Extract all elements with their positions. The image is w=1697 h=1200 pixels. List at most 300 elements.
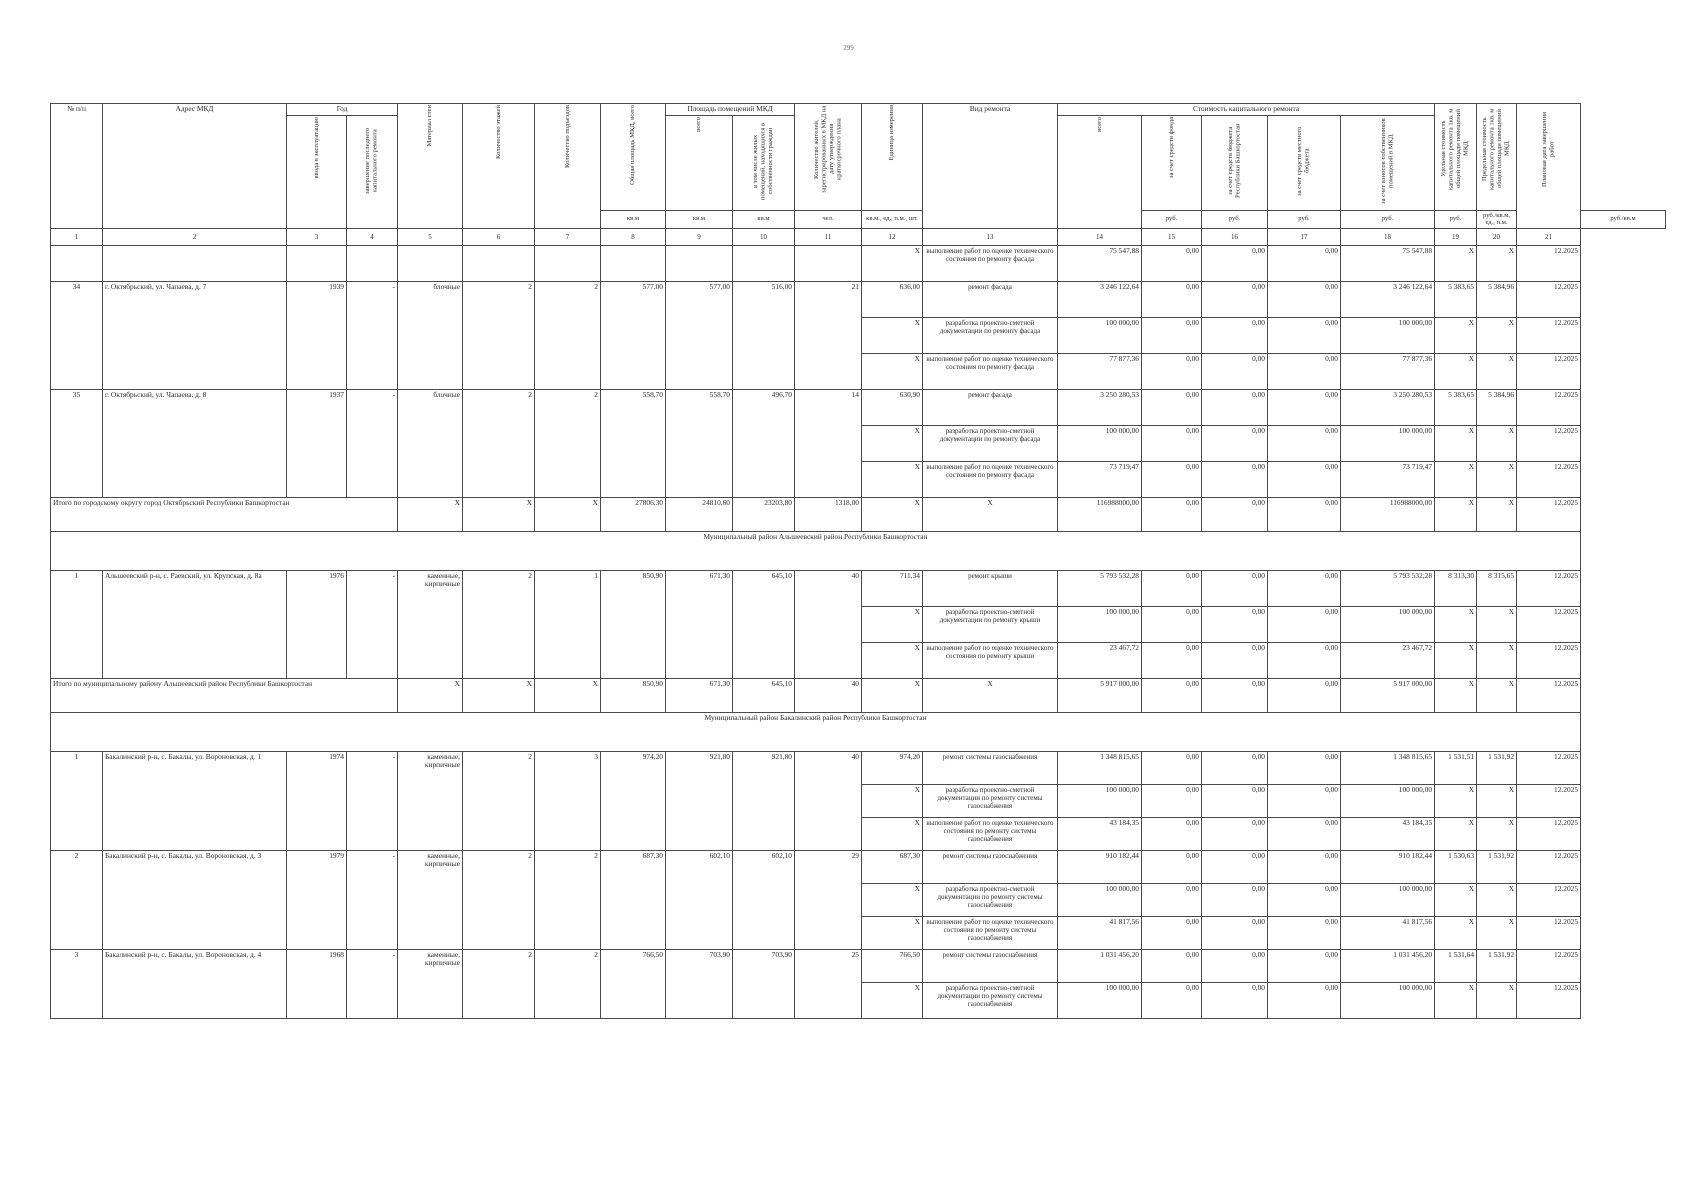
unit-cost: 8 313,30 [1435, 570, 1477, 606]
repair-type: выполнение работ по оценке технического состояния по ремонту системы газоснабжения [923, 916, 1058, 949]
year-commission: 1937 [287, 389, 347, 497]
cost-owners: 41 817,56 [1341, 916, 1435, 949]
unit-people: чел. [795, 210, 862, 228]
unit-cost: X [1435, 642, 1477, 678]
cost-republic: 0,00 [1202, 678, 1268, 712]
max-cost: X [1477, 461, 1517, 497]
cost-republic: 0,00 [1202, 389, 1268, 425]
floors: 2 [463, 389, 535, 497]
area-residential: 645,10 [733, 570, 795, 678]
cost-total: 41 817,56 [1058, 916, 1142, 949]
x-mark: X [862, 982, 923, 1018]
cost-republic: 0,00 [1202, 642, 1268, 678]
col-no: 14 [1058, 228, 1142, 245]
cost-local: 0,00 [1268, 353, 1341, 389]
total-area: 850,90 [601, 570, 666, 678]
wall-material: каменные, кирпичные [398, 850, 463, 949]
quantity: 766,50 [862, 949, 923, 982]
row-num: 1 [51, 751, 103, 850]
repair-type: выполнение работ по оценке технического состояния по ремонту фасада [923, 461, 1058, 497]
floors: 2 [463, 949, 535, 1018]
cost-fund: 0,00 [1142, 353, 1202, 389]
row-num: 1 [51, 570, 103, 678]
wall-material: блочные [398, 281, 463, 389]
max-cost: X [1477, 817, 1517, 850]
total-label: Итого по муниципальному району Альшеевский район Республики Башкортостан [51, 678, 398, 712]
max-cost: X [1477, 784, 1517, 817]
cost-total: 43 184,35 [1058, 817, 1142, 850]
unit-cost-unit: руб./кв.м, ед., п.м. [1477, 210, 1517, 228]
planned-date: 12.2025 [1517, 570, 1581, 606]
col-src-republic-header: за счет средств бюджета Республики Башкортостан [1202, 115, 1268, 210]
cost-owners: 43 184,35 [1341, 817, 1435, 850]
year-commission: 1976 [287, 570, 347, 678]
cost-total: 3 250 280,53 [1058, 389, 1142, 425]
col-no: 16 [1202, 228, 1268, 245]
cost-owners: 100 000,00 [1341, 784, 1435, 817]
cost-republic: 0,00 [1202, 570, 1268, 606]
planned-date: 12.2025 [1517, 817, 1581, 850]
col-src-fund-header: за счет средств фонда [1142, 115, 1202, 210]
cost-fund: 0,00 [1142, 916, 1202, 949]
cost-fund: 0,00 [1142, 245, 1202, 281]
year-last-repair: - [347, 949, 398, 1018]
col-residents-header: Количество жителей, зарегистрированных в МКД на дату утверждения краткосрочного плана [795, 104, 862, 211]
col-no: 13 [923, 228, 1058, 245]
cost-fund: 0,00 [1142, 497, 1202, 531]
entrances: 2 [535, 281, 601, 389]
col-no: 10 [733, 228, 795, 245]
planned-date: 12.2025 [1517, 461, 1581, 497]
planned-date: 12.2025 [1517, 784, 1581, 817]
cost-local: 0,00 [1268, 642, 1341, 678]
cost-local: 0,00 [1268, 461, 1341, 497]
cost-fund: 0,00 [1142, 817, 1202, 850]
cost-republic: 0,00 [1202, 949, 1268, 982]
col-material-header: Материал стен [398, 104, 463, 229]
cost-republic: 0,00 [1202, 497, 1268, 531]
cost-owners: 1 348 815,65 [1341, 751, 1435, 784]
capital-repair-table [50, 103, 1666, 1019]
x-mark: X [398, 678, 463, 712]
floors: 2 [463, 570, 535, 678]
cost-fund: 0,00 [1142, 678, 1202, 712]
table-row [51, 949, 1666, 982]
cost-local: 0,00 [1268, 245, 1341, 281]
unit-cost: X [1435, 784, 1477, 817]
repair-type: выполнение работ по оценке технического состояния по ремонту фасада [923, 353, 1058, 389]
cost-fund: 0,00 [1142, 784, 1202, 817]
cost-total: 77 877,36 [1058, 353, 1142, 389]
max-cost: 8 315,65 [1477, 570, 1517, 606]
table-row [51, 281, 1666, 317]
max-cost: X [1477, 353, 1517, 389]
col-year-last-repair-header: завершение последнего капитального ремонта [347, 115, 398, 228]
cost-total: 100 000,00 [1058, 317, 1142, 353]
page-number: 299 [843, 44, 854, 52]
col-src-local-header: за счет средств местного бюджета [1268, 115, 1341, 210]
table-row [51, 570, 1666, 606]
unit-cost: X [1435, 678, 1477, 712]
col-cost-total-header: всего [1058, 115, 1142, 228]
area-residential: 921,80 [733, 751, 795, 850]
col-address-header: Адрес МКД [103, 104, 287, 229]
repair-type: выполнение работ по оценке технического состояния по ремонту крыши [923, 642, 1058, 678]
row-num: 34 [51, 281, 103, 389]
unit-sqm-total: кв.м [601, 210, 666, 228]
col-area-group: Площадь помещений МКД [666, 104, 795, 116]
total-area: 974,20 [601, 751, 666, 850]
wall-material: каменные, кирпичные [398, 751, 463, 850]
cost-total: 73 719,47 [1058, 461, 1142, 497]
cost-local: 0,00 [1268, 497, 1341, 531]
year-commission: 1968 [287, 949, 347, 1018]
unit-cost: 1 531,64 [1435, 949, 1477, 982]
cost-local: 0,00 [1268, 678, 1341, 712]
cost-fund: 0,00 [1142, 751, 1202, 784]
cost-owners: 100 000,00 [1341, 883, 1435, 916]
unit-cost: 1 530,63 [1435, 850, 1477, 883]
planned-date: 12.2025 [1517, 425, 1581, 461]
address: Бакалинский р-н, с. Бакалы, ул. Вороновская, д. 4 [103, 949, 287, 1018]
cost-total: 75 547,88 [1058, 245, 1142, 281]
entrances: 1 [535, 570, 601, 678]
total-row [51, 497, 1666, 531]
total-area: 766,50 [601, 949, 666, 1018]
cost-republic: 0,00 [1202, 883, 1268, 916]
col-area-residential-header: в том числе жилых помещений, находящихся в собственности граждан [733, 115, 795, 210]
x-mark: X [862, 883, 923, 916]
col-date-header: Плановая дата завершения работ [1517, 104, 1581, 229]
repair-type: ремонт фасада [923, 281, 1058, 317]
quantity: 687,30 [862, 850, 923, 883]
row-num: 2 [51, 850, 103, 949]
area-residential: 602,10 [733, 850, 795, 949]
col-entrances-header: Количество подъездов [535, 104, 601, 229]
cost-local: 0,00 [1268, 751, 1341, 784]
quantity: 636,00 [862, 281, 923, 317]
cost-owners: 3 246 122,64 [1341, 281, 1435, 317]
cost-republic: 0,00 [1202, 461, 1268, 497]
table-row [51, 751, 1666, 784]
col-no: 1 [51, 228, 103, 245]
cost-fund: 0,00 [1142, 389, 1202, 425]
municipality-row [51, 712, 1666, 751]
year-last-repair: - [347, 389, 398, 497]
repair-type: разработка проектно-сметной документации по ремонту крыши [923, 606, 1058, 642]
x-mark: X [862, 461, 923, 497]
x-mark: X [862, 678, 923, 712]
cost-owners: 100 000,00 [1341, 606, 1435, 642]
table-row [51, 389, 1666, 425]
year-commission: 1979 [287, 850, 347, 949]
col-repair-type-header: Вид ремонта [923, 104, 1058, 229]
address: Бакалинский р-н, с. Бакалы, ул. Вороновская, д. 1 [103, 751, 287, 850]
planned-date: 12.2025 [1517, 606, 1581, 642]
x-mark: X [535, 497, 601, 531]
cost-local: 0,00 [1268, 425, 1341, 461]
col-area-total-header: всего [666, 115, 733, 210]
area-all: 558,70 [666, 389, 733, 497]
x-mark: X [862, 784, 923, 817]
floors: 2 [463, 281, 535, 389]
max-cost: X [1477, 982, 1517, 1018]
year-commission: 1939 [287, 281, 347, 389]
cost-local: 0,00 [1268, 281, 1341, 317]
repair-type: ремонт системы газоснабжения [923, 850, 1058, 883]
planned-date: 12.2025 [1517, 389, 1581, 425]
entrances: 2 [535, 949, 601, 1018]
repair-type: ремонт крыши [923, 570, 1058, 606]
total-area: 850,90 [601, 678, 666, 712]
x-mark: X [862, 497, 923, 531]
cost-local: 0,00 [1268, 817, 1341, 850]
max-cost: 5 384,96 [1477, 281, 1517, 317]
max-cost: 1 531,92 [1477, 949, 1517, 982]
row-num: 35 [51, 389, 103, 497]
x-mark: X [398, 497, 463, 531]
cost-owners: 100 000,00 [1341, 982, 1435, 1018]
quantity: 974,20 [862, 751, 923, 784]
cost-total: 5 793 532,28 [1058, 570, 1142, 606]
area-residential: 703,90 [733, 949, 795, 1018]
x-mark: X [862, 353, 923, 389]
repair-type: выполнение работ по оценке технического состояния по ремонту системы газоснабжения [923, 817, 1058, 850]
area-residential: 645,10 [733, 678, 795, 712]
unit-cost: X [1435, 497, 1477, 531]
col-max-cost-header: Предельная стоимость капитального ремонта 1кв. м общей площади помещений МКД [1477, 104, 1517, 211]
cost-total: 5 917 000,00 [1058, 678, 1142, 712]
col-no: 11 [795, 228, 862, 245]
cost-fund: 0,00 [1142, 642, 1202, 678]
cost-local: 0,00 [1268, 916, 1341, 949]
repair-type: разработка проектно-сметной документации по ремонту системы газоснабжения [923, 883, 1058, 916]
repair-type: разработка проектно-сметной документации по ремонту фасада [923, 425, 1058, 461]
col-no: 4 [347, 228, 398, 245]
unit-rub-loc: руб. [1268, 210, 1341, 228]
cost-owners: 23 467,72 [1341, 642, 1435, 678]
col-no: 15 [1142, 228, 1202, 245]
area-all: 671,30 [666, 678, 733, 712]
unit-rub-total: руб. [1435, 210, 1477, 228]
total-label: Итого по городскому округу город Октябрьский Республики Башкортостан [51, 497, 398, 531]
total-area: 27806,30 [601, 497, 666, 531]
area-all: 24810,60 [666, 497, 733, 531]
cost-local: 0,00 [1268, 570, 1341, 606]
planned-date: 12.2025 [1517, 982, 1581, 1018]
unit-sqm-all: кв.м [666, 210, 733, 228]
cost-total: 1 348 815,65 [1058, 751, 1142, 784]
col-total-area-header: Общая площадь МКД, всего [601, 104, 666, 211]
cost-local: 0,00 [1268, 317, 1341, 353]
col-no: 21 [1517, 228, 1581, 245]
repair-type: разработка проектно-сметной документации по ремонту фасада [923, 317, 1058, 353]
wall-material: блочные [398, 389, 463, 497]
max-cost: X [1477, 425, 1517, 461]
year-commission: 1974 [287, 751, 347, 850]
area-all: 921,80 [666, 751, 733, 850]
cost-fund: 0,00 [1142, 317, 1202, 353]
municipality-heading: Муниципальный район Альшеевский район Республики Башкортостан [51, 531, 1581, 570]
planned-date: 12.2025 [1517, 245, 1581, 281]
planned-date: 12.2025 [1517, 353, 1581, 389]
repair-type: ремонт фасада [923, 389, 1058, 425]
max-cost: 1 531,92 [1477, 850, 1517, 883]
repair-type: ремонт системы газоснабжения [923, 751, 1058, 784]
cost-total: 3 246 122,64 [1058, 281, 1142, 317]
cost-republic: 0,00 [1202, 784, 1268, 817]
unit-cost: X [1435, 461, 1477, 497]
col-no: 8 [601, 228, 666, 245]
cost-total: 100 000,00 [1058, 425, 1142, 461]
unit-cost: 5 383,65 [1435, 281, 1477, 317]
unit-cost: X [1435, 245, 1477, 281]
year-last-repair: - [347, 850, 398, 949]
cost-local: 0,00 [1268, 389, 1341, 425]
cost-owners: 100 000,00 [1341, 425, 1435, 461]
cost-owners: 1 031 456,20 [1341, 949, 1435, 982]
table-row [51, 850, 1666, 883]
planned-date: 12.2025 [1517, 317, 1581, 353]
cost-republic: 0,00 [1202, 982, 1268, 1018]
cost-republic: 0,00 [1202, 281, 1268, 317]
max-cost: X [1477, 317, 1517, 353]
area-all: 577,00 [666, 281, 733, 389]
col-floors-header: Количество этажей [463, 104, 535, 229]
repair-type: выполнение работ по оценке технического состояния по ремонту фасада [923, 245, 1058, 281]
planned-date: 12.2025 [1517, 281, 1581, 317]
max-cost: X [1477, 606, 1517, 642]
x-mark: X [535, 678, 601, 712]
total-area: 687,30 [601, 850, 666, 949]
municipality-row [51, 531, 1666, 570]
cost-fund: 0,00 [1142, 982, 1202, 1018]
year-last-repair: - [347, 570, 398, 678]
x-mark: X [923, 678, 1058, 712]
cost-fund: 0,00 [1142, 606, 1202, 642]
unit-cost: X [1435, 425, 1477, 461]
max-cost: X [1477, 916, 1517, 949]
unit-measure: кв.м., ед., п.м., шт. [862, 210, 923, 228]
col-no: 17 [1268, 228, 1341, 245]
table-row [51, 245, 1666, 281]
repair-type: ремонт системы газоснабжения [923, 949, 1058, 982]
year-last-repair: - [347, 751, 398, 850]
cost-republic: 0,00 [1202, 751, 1268, 784]
cost-republic: 0,00 [1202, 606, 1268, 642]
repair-type: разработка проектно-сметной документации по ремонту системы газоснабжения [923, 982, 1058, 1018]
residents: 21 [795, 281, 862, 389]
cost-total: 100 000,00 [1058, 784, 1142, 817]
col-no: 19 [1435, 228, 1477, 245]
cost-owners: 5 793 532,28 [1341, 570, 1435, 606]
cost-republic: 0,00 [1202, 817, 1268, 850]
col-no: 2 [103, 228, 287, 245]
cost-fund: 0,00 [1142, 883, 1202, 916]
entrances: 2 [535, 850, 601, 949]
x-mark: X [862, 642, 923, 678]
cost-republic: 0,00 [1202, 916, 1268, 949]
cost-local: 0,00 [1268, 883, 1341, 916]
col-year-commission-header: ввода в эксплуатацию [287, 115, 347, 228]
year-last-repair: - [347, 281, 398, 389]
unit-cost: X [1435, 883, 1477, 916]
max-cost: X [1477, 883, 1517, 916]
area-residential: 516,00 [733, 281, 795, 389]
unit-rub-own: руб. [1341, 210, 1435, 228]
cost-owners: 116988000,00 [1341, 497, 1435, 531]
cost-total: 100 000,00 [1058, 606, 1142, 642]
col-no: 3 [287, 228, 347, 245]
cost-total: 910 182,44 [1058, 850, 1142, 883]
area-all: 703,90 [666, 949, 733, 1018]
area-residential: 23203,80 [733, 497, 795, 531]
unit-rub-rep: руб. [1202, 210, 1268, 228]
col-no: 6 [463, 228, 535, 245]
cost-total: 100 000,00 [1058, 883, 1142, 916]
x-mark: X [862, 817, 923, 850]
cost-republic: 0,00 [1202, 425, 1268, 461]
col-cost-group: Стоимость капитального ремонта [1058, 104, 1435, 116]
unit-max-cost: руб./кв.м [1581, 210, 1666, 228]
cost-owners: 910 182,44 [1341, 850, 1435, 883]
total-area: 558,70 [601, 389, 666, 497]
x-mark: X [862, 606, 923, 642]
column-number-row [51, 228, 1666, 245]
municipality-heading: Муниципальный район Бакалинский район Республики Башкортостан [51, 712, 1581, 751]
col-no: 18 [1341, 228, 1435, 245]
entrances: 2 [535, 389, 601, 497]
cost-owners: 73 719,47 [1341, 461, 1435, 497]
planned-date: 12.2025 [1517, 497, 1581, 531]
max-cost: 5 384,96 [1477, 389, 1517, 425]
address: Альшеевский р-н, с. Раевский, ул. Крупская, д. 8а [103, 570, 287, 678]
max-cost: X [1477, 245, 1517, 281]
max-cost: X [1477, 642, 1517, 678]
cost-local: 0,00 [1268, 949, 1341, 982]
residents: 25 [795, 949, 862, 1018]
planned-date: 12.2025 [1517, 751, 1581, 784]
planned-date: 12.2025 [1517, 642, 1581, 678]
floors: 2 [463, 850, 535, 949]
total-row [51, 678, 1666, 712]
cost-owners: 100 000,00 [1341, 317, 1435, 353]
residents: 40 [795, 678, 862, 712]
cost-total: 100 000,00 [1058, 982, 1142, 1018]
x-mark: X [923, 497, 1058, 531]
cost-local: 0,00 [1268, 982, 1341, 1018]
address: г. Октябрьский, ул. Чапаева, д. 7 [103, 281, 287, 389]
col-no: 20 [1477, 228, 1517, 245]
total-area: 577,00 [601, 281, 666, 389]
unit-cost: X [1435, 353, 1477, 389]
unit-cost: X [1435, 982, 1477, 1018]
x-mark: X [862, 317, 923, 353]
residents: 40 [795, 570, 862, 678]
x-mark: X [463, 678, 535, 712]
cost-fund: 0,00 [1142, 461, 1202, 497]
unit-cost: X [1435, 317, 1477, 353]
address: г. Октябрьский, ул. Чапаева, д. 8 [103, 389, 287, 497]
repair-type: разработка проектно-сметной документации по ремонту системы газоснабжения [923, 784, 1058, 817]
unit-rub-fund: руб. [1142, 210, 1202, 228]
cost-republic: 0,00 [1202, 245, 1268, 281]
cost-local: 0,00 [1268, 784, 1341, 817]
cost-local: 0,00 [1268, 606, 1341, 642]
quantity: 630,90 [862, 389, 923, 425]
x-mark: X [463, 497, 535, 531]
cost-owners: 75 547,88 [1341, 245, 1435, 281]
